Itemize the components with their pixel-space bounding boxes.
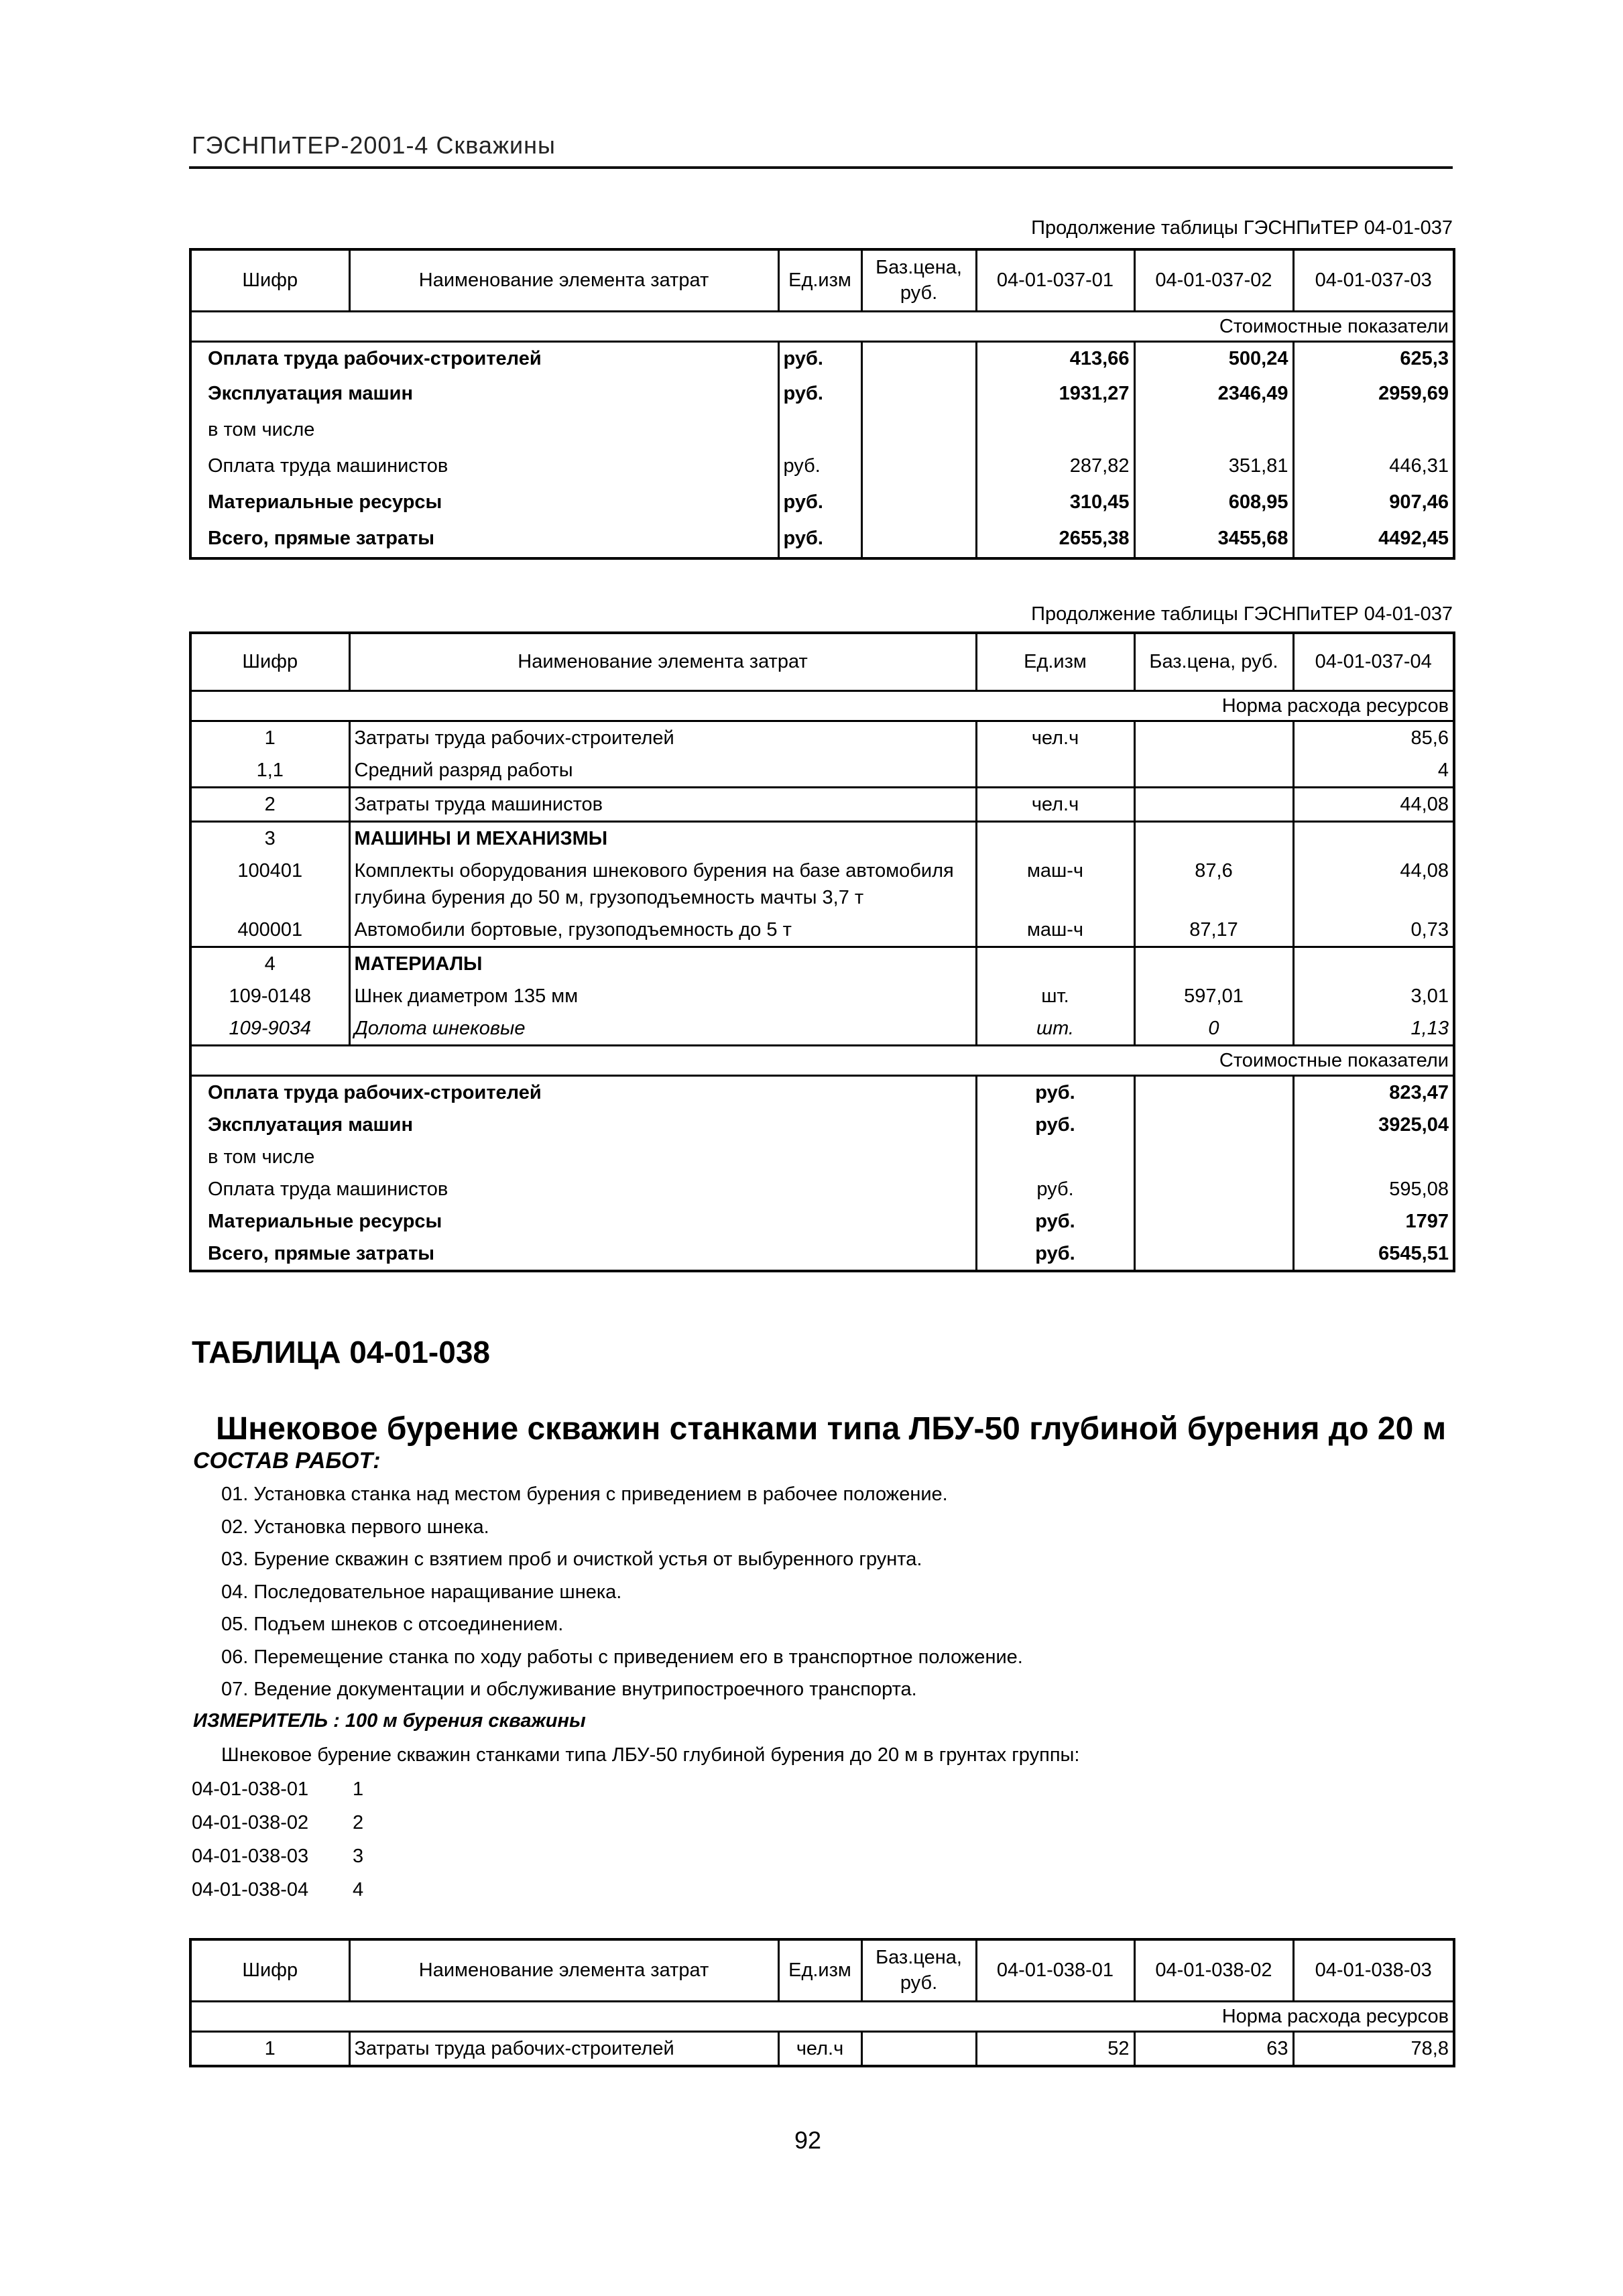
- base-price: [861, 522, 976, 558]
- unit: руб.: [778, 341, 861, 377]
- section-row: [190, 311, 1454, 341]
- column-header: Баз.цена, руб.: [1134, 633, 1293, 690]
- work-item: 06. Перемещение станка по ходу работы с приведением его в транспортное положение.: [221, 1646, 1023, 1668]
- resource-code: 1,1: [256, 759, 284, 781]
- column-header: Шифр: [190, 633, 349, 690]
- unit: чел.ч: [778, 2031, 861, 2066]
- value: 287,82: [976, 450, 1134, 486]
- unit: руб.: [976, 1237, 1134, 1271]
- unit: руб.: [778, 450, 861, 486]
- table-row: [190, 1237, 1454, 1271]
- cost-name: Всего, прямые затраты: [208, 1242, 435, 1264]
- cost-name: Оплата труда рабочих-строителей: [208, 347, 542, 369]
- value: 3455,68: [1134, 522, 1293, 558]
- resource-table-037-04: [189, 631, 1455, 1272]
- header-divider: [189, 166, 1453, 169]
- unit: маш-ч: [976, 855, 1134, 914]
- column-header: Шифр: [190, 1939, 349, 2001]
- group-item: [192, 1846, 514, 1868]
- unit: руб.: [976, 1109, 1134, 1141]
- resource-row: [190, 980, 1454, 1012]
- section-row: [190, 690, 1454, 721]
- value: 310,45: [976, 486, 1134, 522]
- work-item: 03. Бурение скважин с взятием проб и очисткой устья от выбуренного грунта.: [221, 1549, 922, 1570]
- unit: руб.: [976, 1173, 1134, 1205]
- column-header: Шифр: [190, 249, 349, 311]
- value: 907,46: [1293, 486, 1454, 522]
- resource-row: [190, 1012, 1454, 1046]
- value: 78,8: [1293, 2031, 1454, 2066]
- resource-code: 1: [264, 2037, 276, 2059]
- value: 351,81: [1134, 450, 1293, 486]
- page-number: 92: [794, 2126, 822, 2154]
- value: 44,08: [1293, 787, 1454, 821]
- column-header: 04-01-038-01: [976, 1939, 1134, 2001]
- base-price: 597,01: [1134, 980, 1293, 1012]
- value: [1293, 821, 1454, 855]
- section-row: [190, 1045, 1454, 1075]
- table-caption: Продолжение таблицы ГЭСНПиТЕР 04-01-037: [1031, 603, 1453, 625]
- resource-name: Шнек диаметром 135 мм: [349, 980, 976, 1012]
- unit: руб.: [778, 486, 861, 522]
- group-number: 3: [353, 1846, 364, 1867]
- unit: [976, 947, 1134, 980]
- unit: руб.: [976, 1205, 1134, 1237]
- group-code: 04-01-038-01: [192, 1778, 309, 1800]
- value: 823,47: [1293, 1075, 1454, 1109]
- table-row: [190, 1075, 1454, 1109]
- work-item: 05. Подъем шнеков с отсоединением.: [221, 1614, 564, 1635]
- value: 3,01: [1293, 980, 1454, 1012]
- resource-row: [190, 2031, 1454, 2066]
- unit: руб.: [778, 522, 861, 558]
- base-price: [1134, 787, 1293, 821]
- measure-unit: ИЗМЕРИТЕЛЬ : 100 м бурения скважины: [193, 1710, 586, 1732]
- value: [1134, 414, 1293, 450]
- table-row: [190, 1205, 1454, 1237]
- group-code: 04-01-038-04: [192, 1879, 309, 1900]
- resource-name: Затраты труда рабочих-строителей: [349, 2031, 778, 2066]
- cost-name: Материальные ресурсы: [208, 1210, 442, 1232]
- value: 44,08: [1293, 855, 1454, 914]
- cost-table-037-01-03: [189, 248, 1455, 560]
- group-number: 2: [353, 1812, 364, 1833]
- value: 2346,49: [1134, 377, 1293, 414]
- cost-name: Эксплуатация машин: [208, 1113, 414, 1136]
- resource-row: [190, 855, 1454, 914]
- resource-name: МАТЕРИАЛЫ: [349, 947, 976, 980]
- value: [1293, 947, 1454, 980]
- table-row: [190, 522, 1454, 558]
- section-label: Стоимостные показатели: [190, 311, 1454, 341]
- column-header: Баз.цена, руб.: [861, 1939, 976, 2001]
- resource-name: Затраты труда машинистов: [349, 787, 976, 821]
- value: 0,73: [1293, 914, 1454, 947]
- unit: [976, 754, 1134, 788]
- resource-row: [190, 787, 1454, 821]
- unit: руб.: [778, 377, 861, 414]
- column-header: Баз.цена, руб.: [861, 249, 976, 311]
- unit: маш-ч: [976, 914, 1134, 947]
- resource-code: 2: [190, 787, 349, 821]
- resource-name: МАШИНЫ И МЕХАНИЗМЫ: [349, 821, 976, 855]
- table-row: [190, 377, 1454, 414]
- table-row: [190, 414, 1454, 450]
- unit: чел.ч: [976, 787, 1134, 821]
- cost-name: Оплата труда машинистов: [208, 455, 448, 477]
- base-price: [861, 341, 976, 377]
- value: 2655,38: [976, 522, 1134, 558]
- resource-code: 400001: [237, 918, 303, 941]
- resource-table-038: [189, 1938, 1455, 2067]
- table-title: ТАБЛИЦА 04-01-038: [192, 1335, 490, 1370]
- value: 608,95: [1134, 486, 1293, 522]
- value: [1293, 1141, 1454, 1173]
- cost-name: Материальные ресурсы: [208, 491, 442, 513]
- base-price: [1134, 1205, 1293, 1237]
- resource-row: [190, 754, 1454, 788]
- unit: чел.ч: [976, 721, 1134, 754]
- cost-name: Оплата труда рабочих-строителей: [208, 1081, 542, 1103]
- value: 4: [1293, 754, 1454, 788]
- value: 3925,04: [1293, 1109, 1454, 1141]
- value: 63: [1134, 2031, 1293, 2066]
- table-row: [190, 1173, 1454, 1205]
- base-price: 0: [1134, 1012, 1293, 1046]
- table-row: [190, 1141, 1454, 1173]
- resource-name: Средний разряд работы: [349, 754, 976, 788]
- column-header: 04-01-037-04: [1293, 633, 1454, 690]
- work-item: 07. Ведение документации и обслуживание внутрипостроечного транспорта.: [221, 1679, 917, 1700]
- table-subtitle: Шнековое бурение скважин станками типа ЛБУ-50 глубиной бурения до 20 м: [216, 1411, 1447, 1447]
- group-item: [192, 1778, 514, 1801]
- base-price: [1134, 1109, 1293, 1141]
- resource-code: 1: [264, 727, 276, 749]
- groups-intro: Шнековое бурение скважин станками типа ЛБУ-50 глубиной бурения до 20 м в грунтах группы:: [221, 1744, 1080, 1766]
- works-heading: СОСТАВ РАБОТ:: [193, 1448, 381, 1473]
- resource-row: [190, 947, 1454, 980]
- base-price: [1134, 1075, 1293, 1109]
- value: [976, 414, 1134, 450]
- cost-name: в том числе: [208, 419, 315, 440]
- column-header: Наименование элемента затрат: [349, 633, 976, 690]
- group-number: 1: [353, 1778, 364, 1800]
- base-price: [861, 450, 976, 486]
- cost-name: Оплата труда машинистов: [208, 1178, 448, 1200]
- work-item: 04. Последовательное наращивание шнека.: [221, 1581, 622, 1603]
- base-price: [1134, 947, 1293, 980]
- base-price: [861, 414, 976, 450]
- group-code: 04-01-038-03: [192, 1846, 309, 1867]
- column-header: 04-01-037-01: [976, 249, 1134, 311]
- resource-name: Затраты труда рабочих-строителей: [349, 721, 976, 754]
- value: 625,3: [1293, 341, 1454, 377]
- column-header: Наименование элемента затрат: [349, 1939, 778, 2001]
- base-price: 87,6: [1134, 855, 1293, 914]
- unit: шт.: [976, 1012, 1134, 1046]
- section-label: Норма расхода ресурсов: [190, 690, 1454, 721]
- value: 1797: [1293, 1205, 1454, 1237]
- resource-name: Долота шнековые: [349, 1012, 976, 1046]
- value: 2959,69: [1293, 377, 1454, 414]
- table-row: [190, 450, 1454, 486]
- table-row: [190, 341, 1454, 377]
- base-price: 87,17: [1134, 914, 1293, 947]
- base-price: [1134, 1173, 1293, 1205]
- group-item: [192, 1879, 514, 1901]
- table-caption: Продолжение таблицы ГЭСНПиТЕР 04-01-037: [1031, 217, 1453, 239]
- column-header: 04-01-038-03: [1293, 1939, 1454, 2001]
- unit: шт.: [976, 980, 1134, 1012]
- column-header: 04-01-038-02: [1134, 1939, 1293, 2001]
- base-price: [861, 486, 976, 522]
- work-item: 02. Установка первого шнека.: [221, 1516, 489, 1538]
- table-row: [190, 486, 1454, 522]
- base-price: [1134, 1237, 1293, 1271]
- value: 4492,45: [1293, 522, 1454, 558]
- resource-row: [190, 821, 1454, 855]
- table-row: [190, 1109, 1454, 1141]
- value: 1931,27: [976, 377, 1134, 414]
- unit: [976, 1141, 1134, 1173]
- column-header: Ед.изм: [778, 1939, 861, 2001]
- section-label: Стоимостные показатели: [190, 1045, 1454, 1075]
- value: 52: [976, 2031, 1134, 2066]
- value: 1,13: [1293, 1012, 1454, 1046]
- resource-code: 4: [190, 947, 349, 980]
- cost-name: Всего, прямые затраты: [208, 528, 435, 549]
- base-price: [861, 377, 976, 414]
- resource-name: Комплекты оборудования шнекового бурения на базе автомобиля глубина бурения до 50 м, грузоподъемность мачты 3,7 т: [349, 855, 976, 914]
- column-header: 04-01-037-03: [1293, 249, 1454, 311]
- value: [1293, 414, 1454, 450]
- group-number: 4: [353, 1879, 364, 1900]
- value: 413,66: [976, 341, 1134, 377]
- unit: руб.: [976, 1075, 1134, 1109]
- running-header: ГЭСНПиТЕР-2001-4 Скважины: [192, 131, 556, 159]
- column-header: Наименование элемента затрат: [349, 249, 778, 311]
- resource-code: 109-0148: [229, 985, 312, 1007]
- column-header: Ед.изм: [976, 633, 1134, 690]
- value: 6545,51: [1293, 1237, 1454, 1271]
- resource-code: 3: [190, 821, 349, 855]
- value: 500,24: [1134, 341, 1293, 377]
- resource-row: [190, 721, 1454, 754]
- resource-code: 100401: [237, 859, 303, 882]
- cost-name: Эксплуатация машин: [208, 383, 414, 404]
- value: 595,08: [1293, 1173, 1454, 1205]
- group-item: [192, 1812, 514, 1834]
- value: 85,6: [1293, 721, 1454, 754]
- base-price: [861, 2031, 976, 2066]
- resource-row: [190, 914, 1454, 947]
- column-header: 04-01-037-02: [1134, 249, 1293, 311]
- work-item: 01. Установка станка над местом бурения с приведением в рабочее положение.: [221, 1484, 948, 1505]
- resource-code: 109-9034: [229, 1017, 312, 1039]
- unit: [976, 821, 1134, 855]
- base-price: [1134, 821, 1293, 855]
- column-header: Ед.изм: [778, 249, 861, 311]
- section-row: [190, 2001, 1454, 2031]
- unit: [778, 414, 861, 450]
- cost-name: в том числе: [208, 1146, 315, 1168]
- section-label: Норма расхода ресурсов: [190, 2001, 1454, 2031]
- base-price: [1134, 721, 1293, 754]
- value: 446,31: [1293, 450, 1454, 486]
- base-price: [1134, 754, 1293, 788]
- resource-name: Автомобили бортовые, грузоподъемность до 5 т: [349, 914, 976, 947]
- base-price: [1134, 1141, 1293, 1173]
- group-code: 04-01-038-02: [192, 1812, 309, 1833]
